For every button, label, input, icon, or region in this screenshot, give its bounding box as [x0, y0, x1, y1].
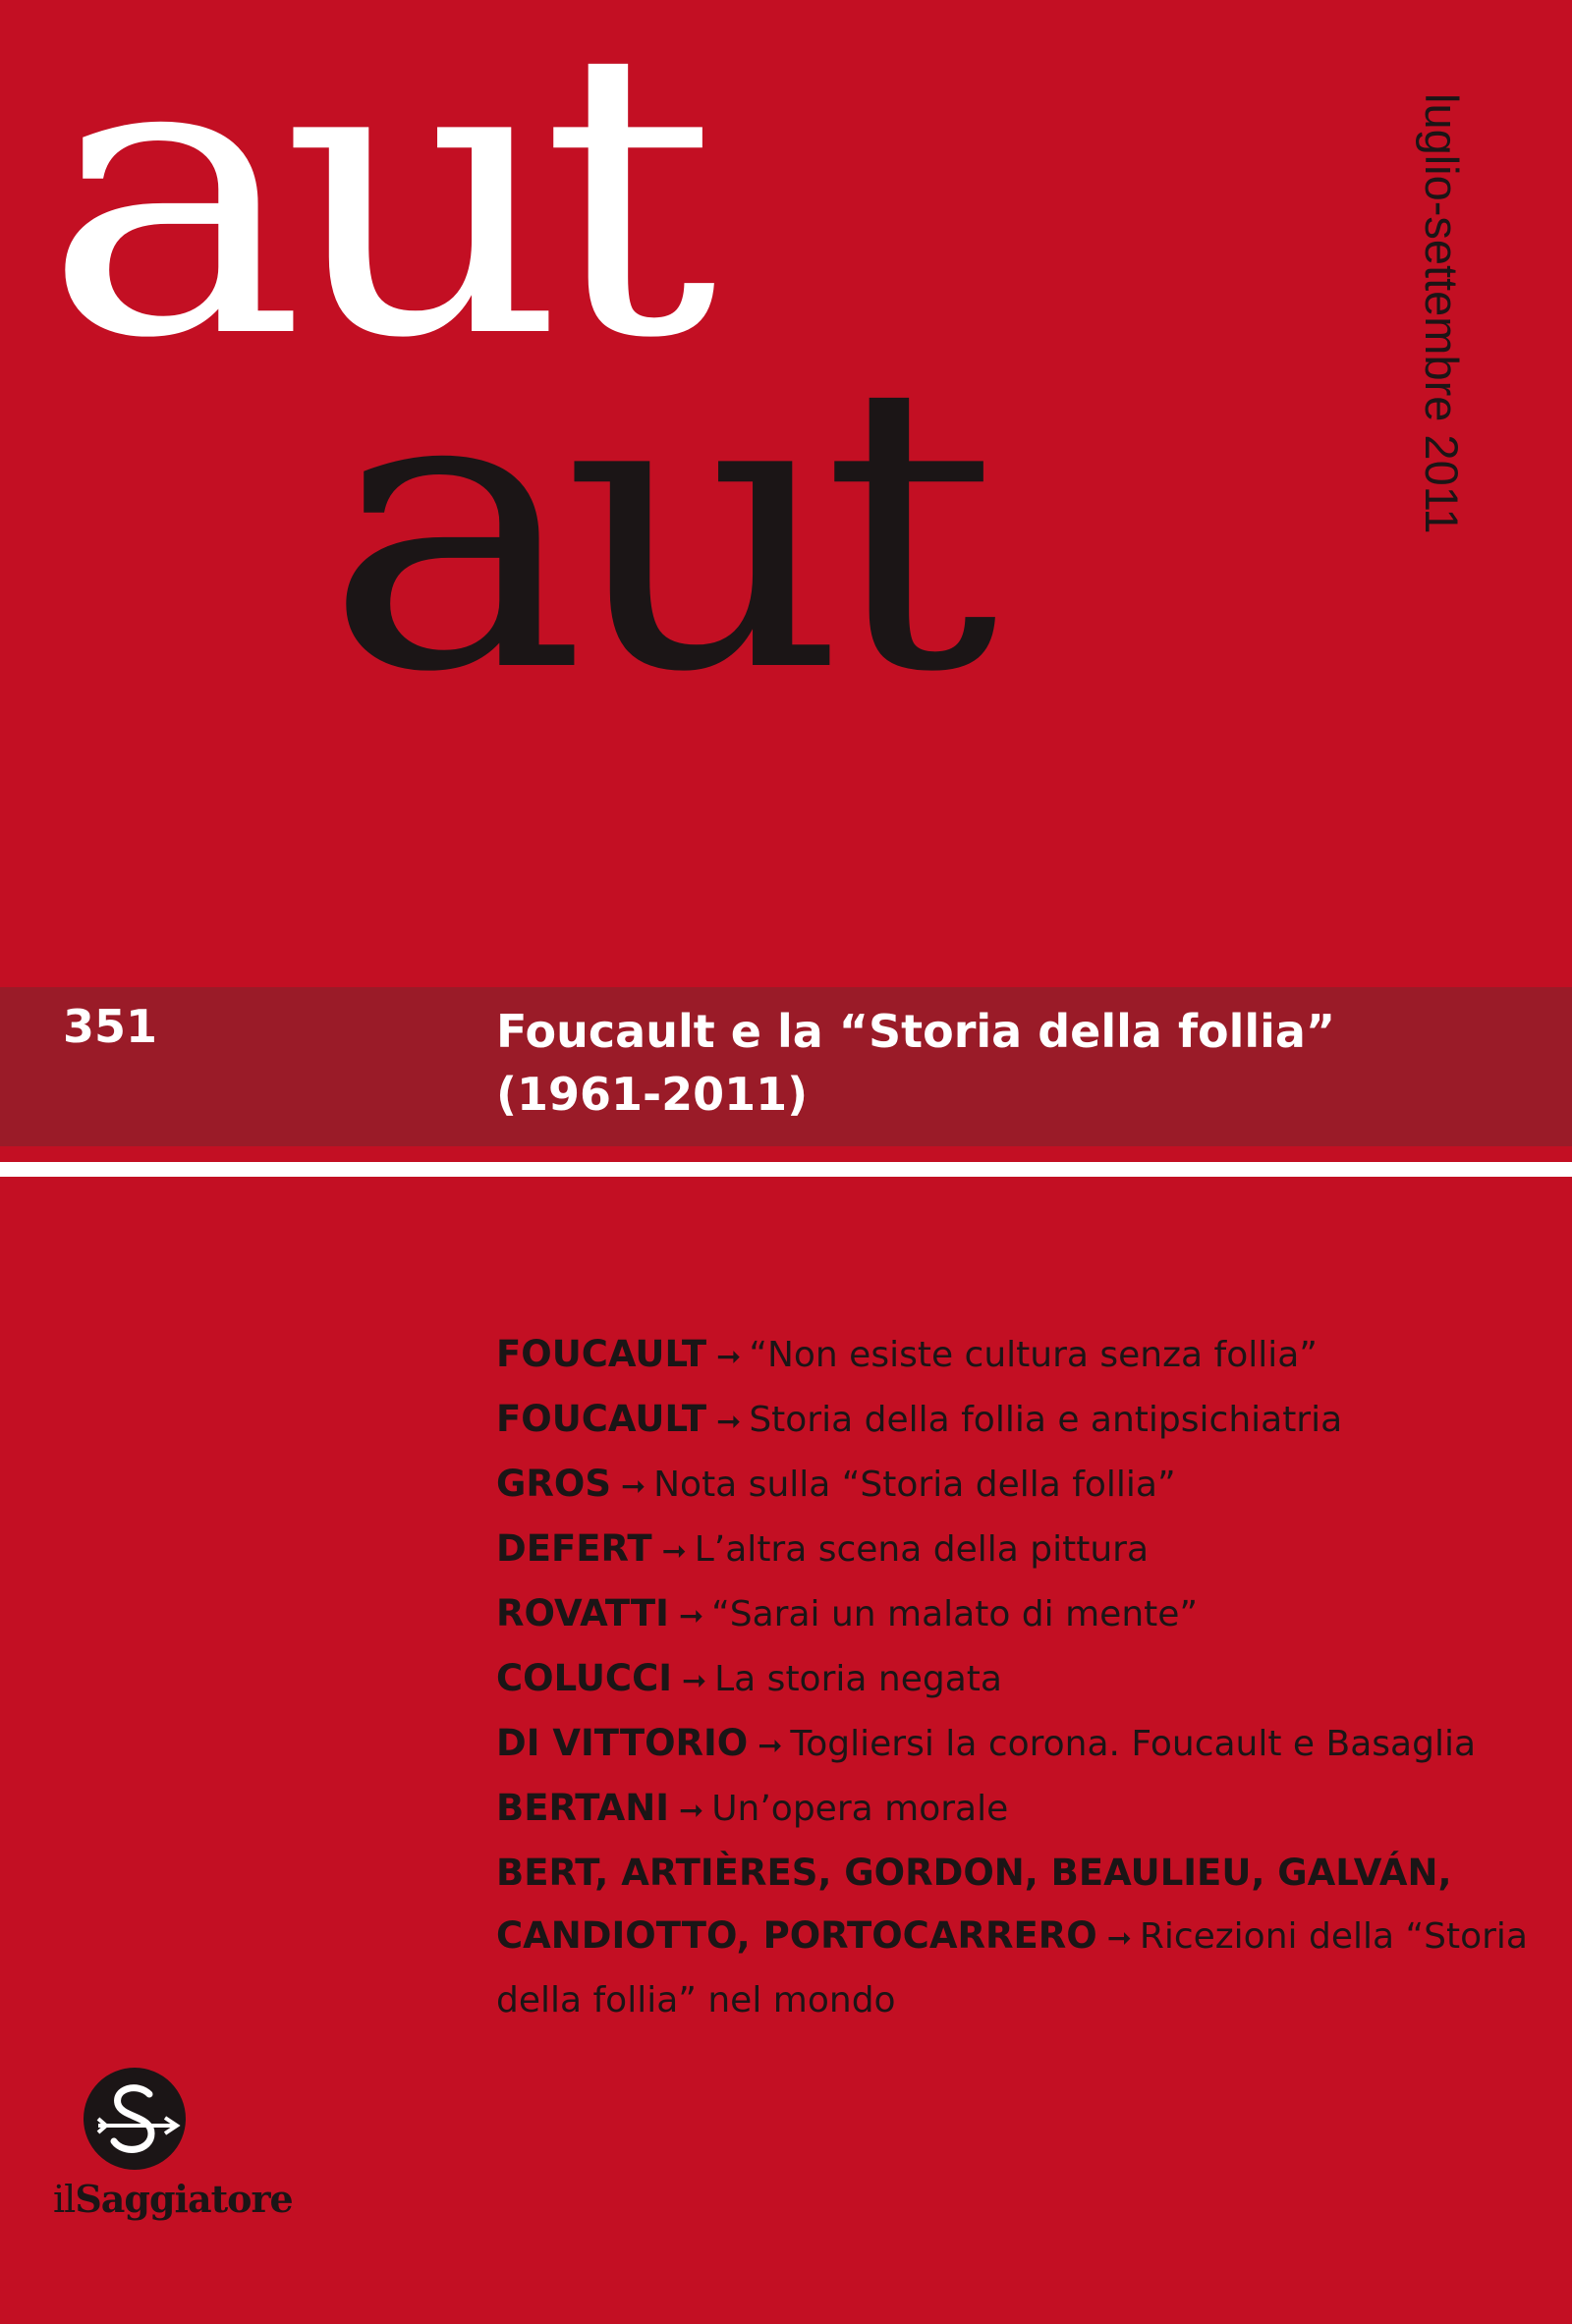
arrow-icon: ➞: [678, 1599, 704, 1633]
toc-author: FOUCAULT: [496, 1333, 707, 1375]
publisher-name: [53, 2177, 293, 2221]
arrow-icon: ➞: [716, 1340, 742, 1374]
toc-item: [496, 1388, 1538, 1453]
toc-title: Ricezioni della “Storia della follia” nel mondo: [496, 1916, 1528, 2020]
publisher-prefix: il: [53, 2178, 76, 2221]
arrow-icon: ➞: [620, 1469, 646, 1504]
issue-date: luglio-settembre 2011: [1416, 93, 1468, 534]
toc-title: Un’opera morale: [711, 1789, 1009, 1829]
toc-title: Togliersi la corona. Foucault e Basaglia: [790, 1724, 1477, 1764]
toc-author: COLUCCI: [496, 1657, 672, 1699]
toc-title: La storia negata: [714, 1659, 1002, 1699]
toc-author: FOUCAULT: [496, 1398, 707, 1440]
toc-author: BERT, ARTIÈRES, GORDON, BEAULIEU, GALVÁN, CANDIOTTO, PORTOCARRERO: [496, 1852, 1452, 1957]
publisher-main: Saggiatore: [75, 2177, 293, 2221]
arrow-icon: ➞: [716, 1405, 742, 1439]
toc-title: “Non esiste cultura senza follia”: [749, 1335, 1318, 1375]
toc-author: GROS: [496, 1463, 611, 1505]
toc-title: “Sarai un malato di mente”: [711, 1594, 1199, 1634]
toc-author: DEFERT: [496, 1527, 652, 1570]
toc-author: DI VITTORIO: [496, 1722, 749, 1764]
issue-number: 351: [63, 1000, 158, 1053]
toc-item: [496, 1647, 1538, 1712]
toc-title: L’altra scena della pittura: [694, 1529, 1150, 1570]
arrow-icon: ➞: [679, 1794, 704, 1828]
toc-item: [496, 1777, 1538, 1842]
table-of-contents: [496, 1323, 1538, 2031]
toc-item: [496, 1453, 1538, 1518]
white-divider: [0, 1162, 1572, 1177]
arrow-icon: ➞: [758, 1729, 783, 1763]
masthead-aut-black: aut: [324, 302, 975, 758]
arrow-icon: ➞: [1106, 1921, 1132, 1956]
arrow-icon: ➞: [681, 1664, 707, 1698]
toc-title: Storia della follia e antipsichiatria: [749, 1400, 1343, 1440]
arrow-icon: ➞: [661, 1534, 687, 1569]
masthead-aut-white: aut: [43, 0, 694, 424]
issue-title-line1: Foucault e la “Storia della follia”: [496, 1005, 1336, 1058]
toc-author: BERTANI: [496, 1787, 670, 1829]
toc-title: Nota sulla “Storia della follia”: [653, 1465, 1176, 1505]
toc-item: [496, 1518, 1538, 1582]
issue-title: [496, 1000, 1528, 1126]
toc-item: [496, 1712, 1538, 1777]
saggiatore-logo-icon: [81, 2065, 189, 2173]
toc-item: [496, 1323, 1538, 1388]
toc-item: [496, 1582, 1538, 1647]
issue-title-line2: (1961-2011): [496, 1068, 809, 1121]
toc-item: [496, 1842, 1538, 2031]
toc-author: ROVATTI: [496, 1592, 669, 1634]
